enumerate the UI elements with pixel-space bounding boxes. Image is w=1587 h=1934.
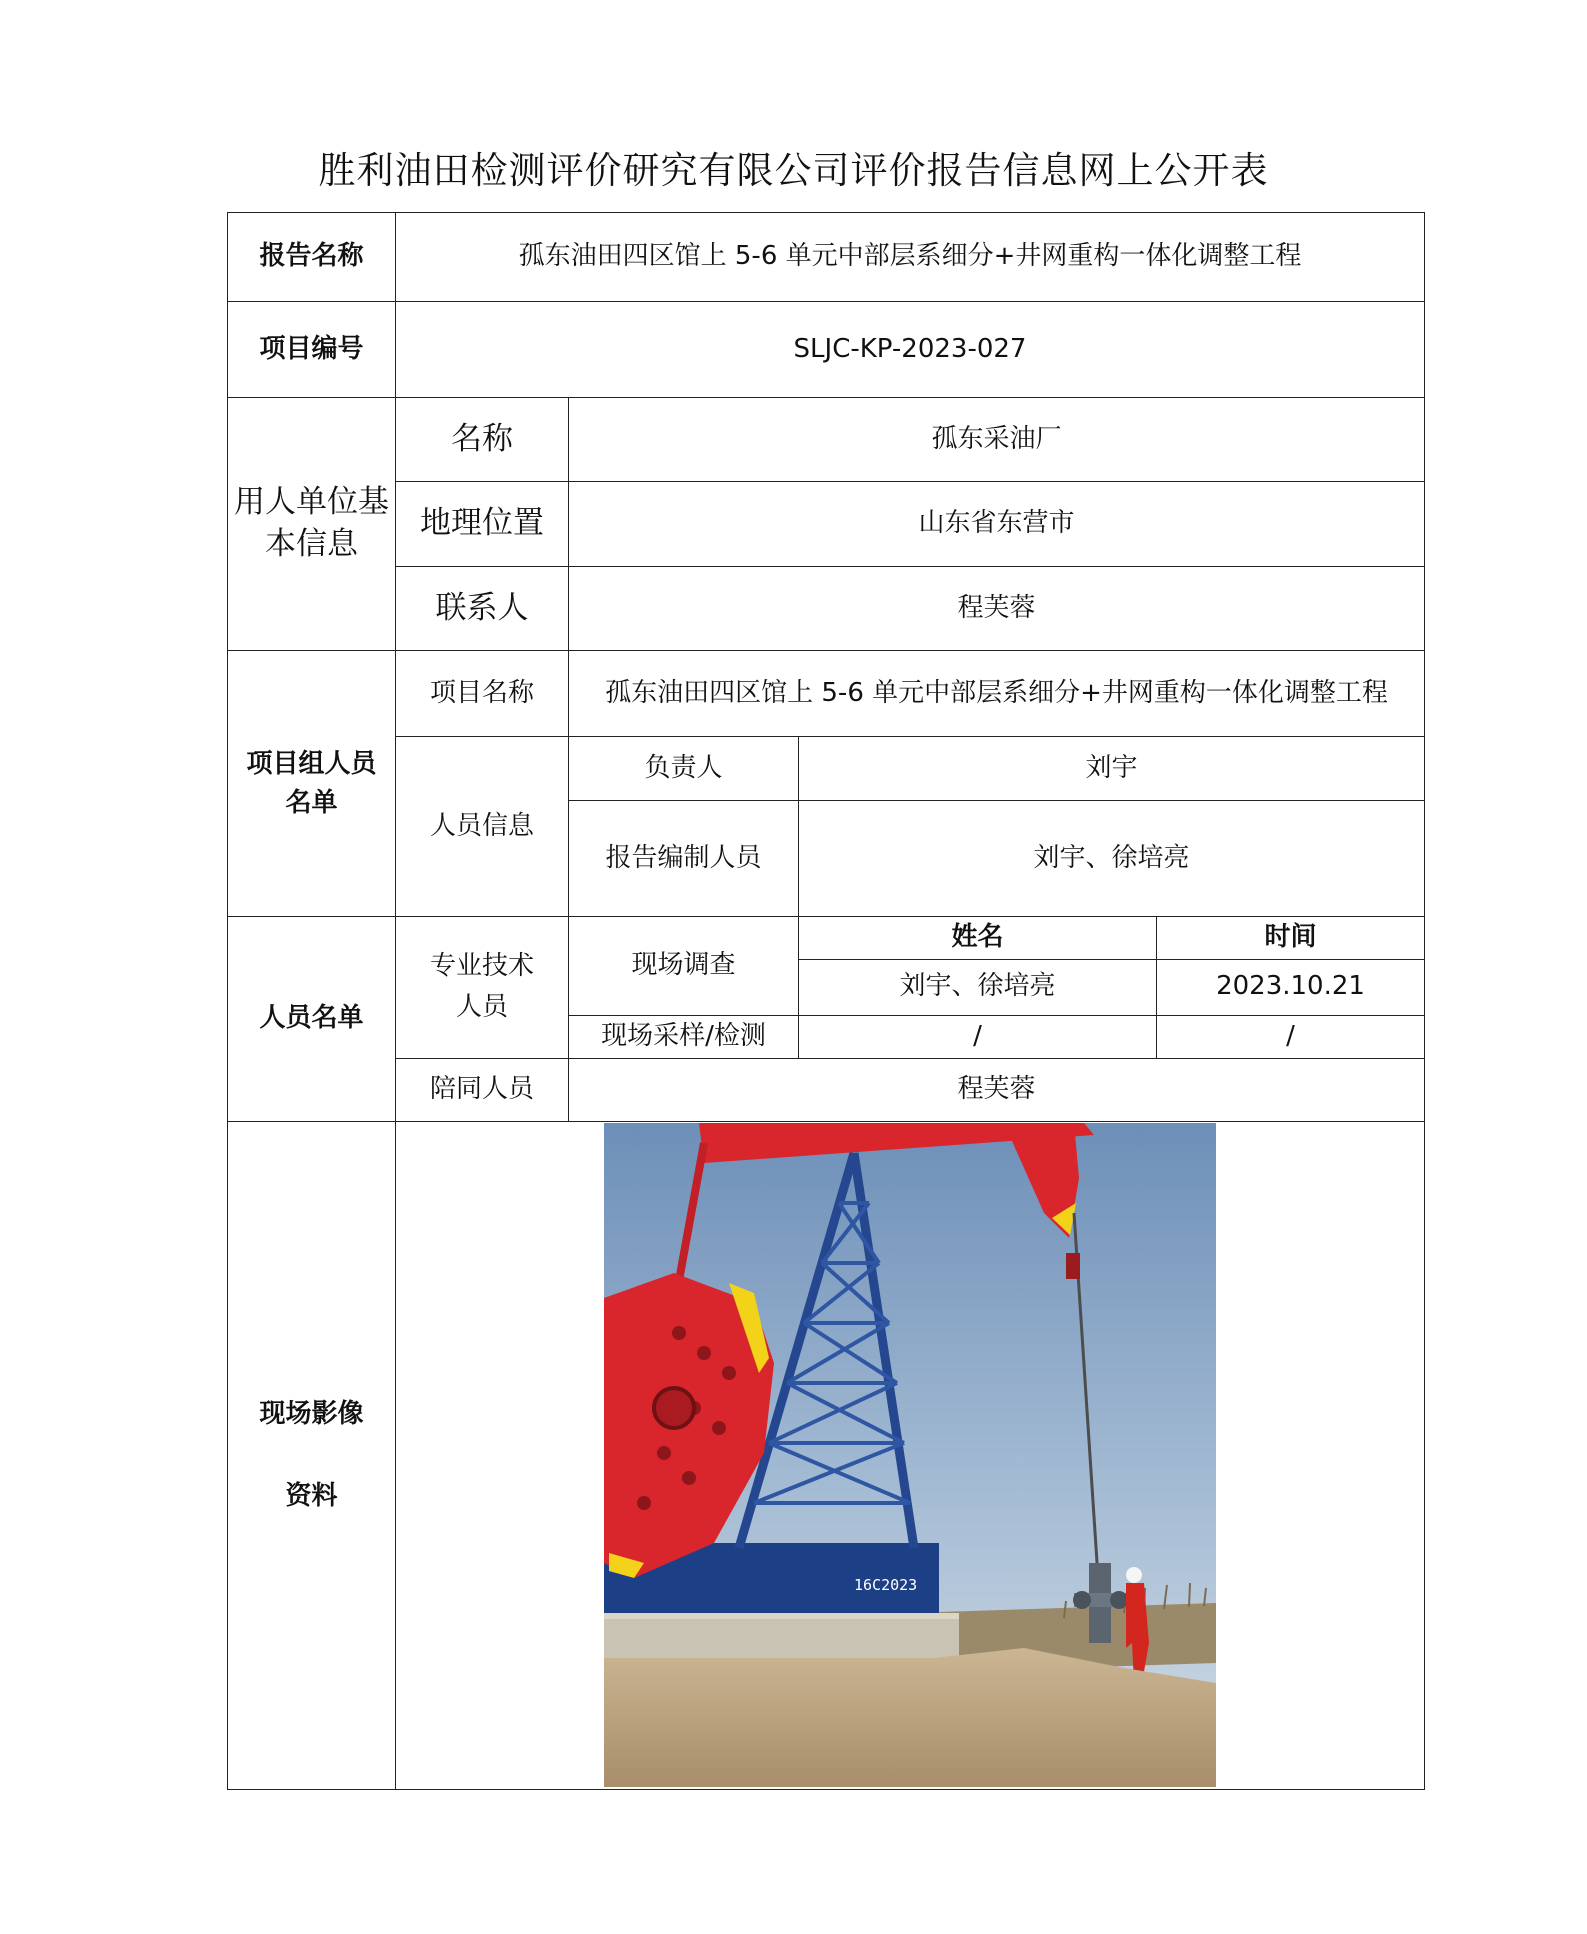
escort-value: 程芙蓉 — [569, 1058, 1425, 1121]
survey-name-value: 刘宇、徐培亮 — [799, 959, 1157, 1015]
rod-clamp — [1066, 1253, 1080, 1279]
crank-pin — [654, 1388, 694, 1428]
escort-row — [228, 1058, 1425, 1121]
photo-row — [228, 1121, 1425, 1789]
sampling-name-value: / — [799, 1015, 1157, 1058]
team-leader-label: 负责人 — [569, 737, 799, 801]
employer-location-value: 山东省东营市 — [569, 482, 1425, 567]
page-title: 胜利油田检测评价研究有限公司评价报告信息网上公开表 — [318, 149, 1269, 192]
photo-cell — [396, 1121, 1425, 1789]
plate-text: 16C2023 — [854, 1576, 918, 1595]
sampling-label: 现场采样/检测 — [569, 1015, 799, 1058]
personnel-header-row — [228, 917, 1425, 960]
team-staff-info-label: 人员信息 — [396, 737, 569, 917]
report-name-label: 报告名称 — [228, 213, 396, 302]
col-time-header: 时间 — [1157, 917, 1425, 960]
concrete-foundation — [604, 1613, 959, 1658]
employer-name-row — [228, 398, 1425, 482]
sampling-time-value: / — [1157, 1015, 1425, 1058]
tech-staff-label — [396, 917, 569, 1059]
employer-location-row — [228, 482, 1425, 567]
employer-location-label: 地理位置 — [396, 482, 569, 567]
pumpjack-photo — [604, 1123, 1216, 1787]
disclosure-table — [227, 212, 1425, 1790]
tech-staff-text: 专业技术人员 — [430, 950, 535, 1023]
project-number-value: SLJC-KP-2023-027 — [396, 302, 1425, 398]
photo-label-line1: 现场影像 — [259, 1399, 364, 1430]
employer-section-label — [228, 398, 396, 651]
team-authors-value: 刘宇、徐培亮 — [799, 801, 1425, 917]
photo-section-label — [228, 1121, 396, 1789]
survey-label: 现场调查 — [569, 917, 799, 1016]
team-leader-value: 刘宇 — [799, 737, 1425, 801]
employer-contact-label: 联系人 — [396, 567, 569, 651]
team-section-label — [228, 651, 396, 917]
dirt-mound — [604, 1648, 1216, 1787]
escort-label: 陪同人员 — [396, 1058, 569, 1121]
survey-time-value: 2023.10.21 — [1157, 959, 1425, 1015]
team-section-text: 项目组人员名单 — [246, 748, 377, 818]
employer-section-text: 用人单位基本信息 — [234, 484, 389, 562]
report-name-row — [228, 213, 1425, 302]
team-leader-row — [228, 737, 1425, 801]
employer-contact-row — [228, 567, 1425, 651]
employer-contact-value: 程芙蓉 — [569, 567, 1425, 651]
team-project-label: 项目名称 — [396, 651, 569, 737]
employer-name-label: 名称 — [396, 398, 569, 482]
employer-name-value: 孤东采油厂 — [569, 398, 1425, 482]
photo-label-line2: 资料 — [285, 1481, 338, 1512]
team-authors-label: 报告编制人员 — [569, 801, 799, 917]
project-number-label: 项目编号 — [228, 302, 396, 398]
project-number-row — [228, 302, 1425, 398]
report-name-value: 孤东油田四区馆上 5-6 单元中部层系细分+井网重构一体化调整工程 — [396, 213, 1425, 302]
personnel-section-label: 人员名单 — [228, 917, 396, 1122]
col-name-header: 姓名 — [799, 917, 1157, 960]
team-project-value: 孤东油田四区馆上 5-6 单元中部层系细分+井网重构一体化调整工程 — [569, 651, 1425, 737]
team-project-row — [228, 651, 1425, 737]
site-photo — [604, 1123, 1216, 1787]
